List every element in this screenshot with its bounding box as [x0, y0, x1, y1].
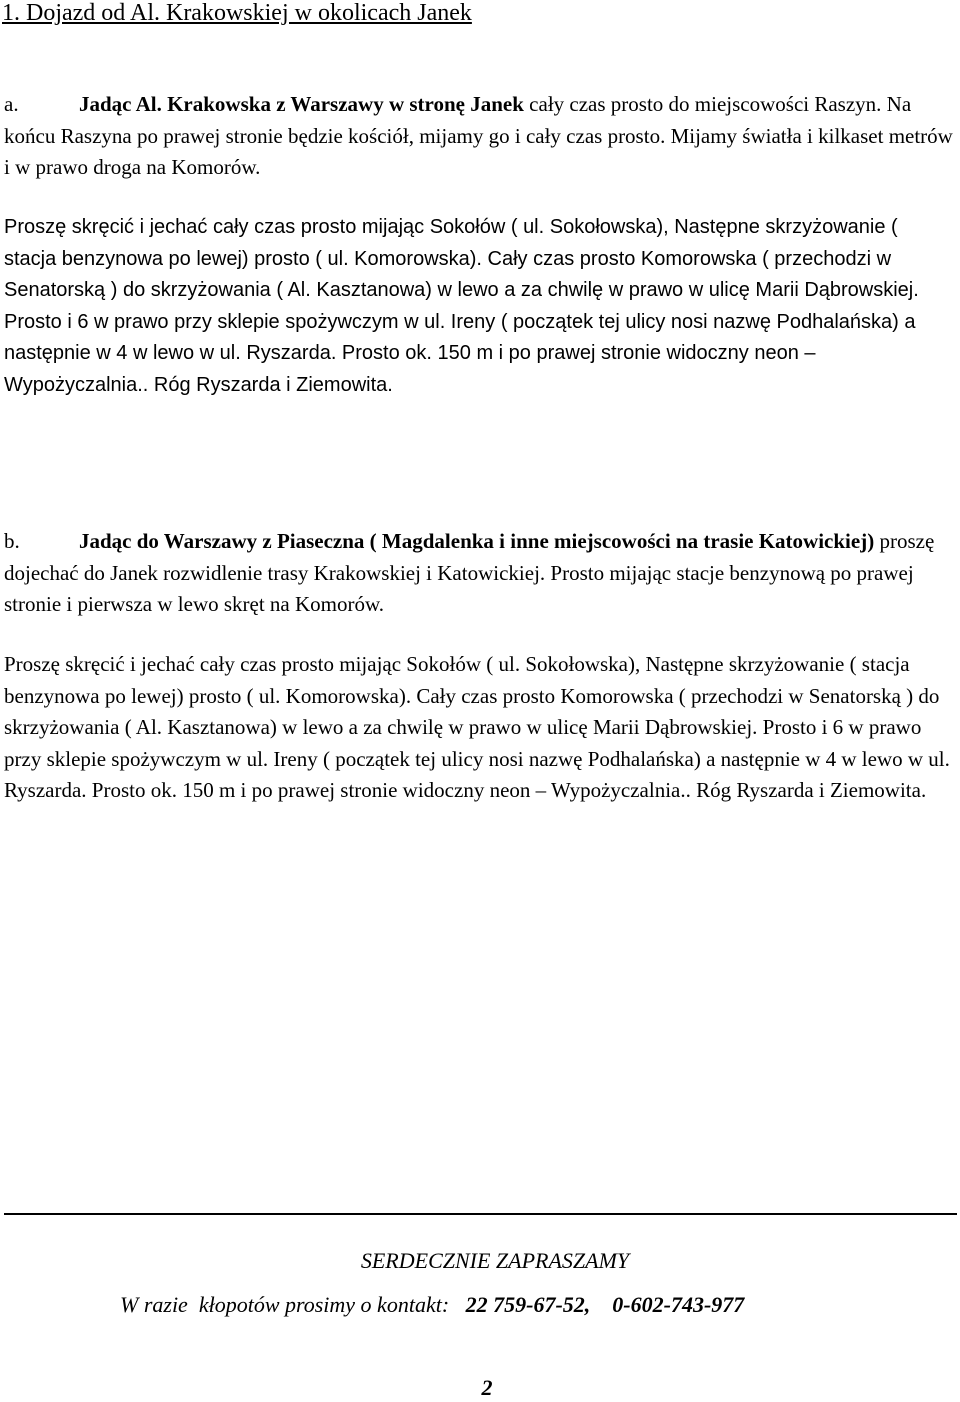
section-b-directions: Proszę skręcić i jechać cały czas prosto mijając Sokołów ( ul. Sokołowska), Następne skrzyżowanie ( stacja benzynowa po lewej) prosto ( ul. Komorowska). Cały czas prosto Komorowska ( przechodzi w Senatorską ) do skrzyżowania ( Al. Kasztanowa) w lewo a za chwilę w prawo w ulicę Marii Dąbrowskiej. Prosto i 6 w prawo przy sklepie spożywczym w ul. Ireny ( początek tej ulicy nosi nazwę Podhalańska) a następnie w 4 w lewo w ul. Ryszarda. Prosto ok. 150 m i po prawej stronie widoczny neon – Wypożyczalnia.. Róg Ryszarda i Ziemowita. — [4, 652, 950, 802]
section-a-intro — [4, 89, 954, 184]
section-b — [4, 526, 954, 621]
phone-number-1: 22 759-67-52, — [465, 1292, 591, 1317]
section-a-bold-lead: Jadąc Al. Krakowska z Warszawy w stronę Janek — [79, 92, 524, 116]
section-a-directions-block — [4, 212, 954, 401]
section-b-bold-lead: Jadąc do Warszawy z Piaseczna ( Magdalenka i inne miejscowości na trasie Katowickiej) — [79, 529, 875, 553]
section-b-marker: b. — [4, 529, 20, 553]
contact-label: W razie kłopotów prosimy o kontakt: — [120, 1292, 466, 1317]
section-b-intro — [4, 526, 954, 621]
footer-divider — [4, 1213, 957, 1215]
section-b-directions-block — [4, 649, 954, 807]
page-heading: 1. Dojazd od Al. Krakowskiej w okolicach Janek — [2, 0, 472, 26]
phone-number-2: 0-602-743-977 — [612, 1292, 745, 1317]
section-a-directions: Proszę skręcić i jechać cały czas prosto mijając Sokołów ( ul. Sokołowska), Następne skrzyżowanie ( stacja benzynowa po lewej) prosto ( ul. Komorowska). Cały czas prosto Komorowska ( przechodzi w Senatorską ) do skrzyżowania ( Al. Kasztanowa) w lewo a za chwilę w prawo w ulicę Marii Dąbrowskiej. Prosto i 6 w prawo przy sklepie spożywczym w ul. Ireny ( początek tej ulicy nosi nazwę Podhalańska) a następnie w 4 w lewo w ul. Ryszarda. Prosto ok. 150 m i po prawej stronie widoczny neon – Wypożyczalnia.. Róg Ryszarda i Ziemowita. — [4, 216, 919, 396]
section-a-text: cały czas prosto do miejscowości Raszyn. Na końcu Raszyna po prawej stronie będzie kościół, mijamy go i cały czas prosto. Mijamy światła i kilkaset metrów i w prawo droga na Komorów. — [4, 92, 953, 179]
invitation-text: SERDECZNIE ZAPRASZAMY — [360, 1248, 630, 1273]
page-number: 2 — [481, 1375, 493, 1400]
section-b-text: proszę dojechać do Janek rozwidlenie trasy Krakowskiej i Katowickiej. Prosto mijając stacje benzynową po prawej stronie i pierwsza w lewo skręt na Komorów. — [4, 529, 935, 616]
contact-line — [120, 1290, 880, 1320]
section-a — [4, 89, 954, 184]
section-a-marker: a. — [4, 92, 19, 116]
